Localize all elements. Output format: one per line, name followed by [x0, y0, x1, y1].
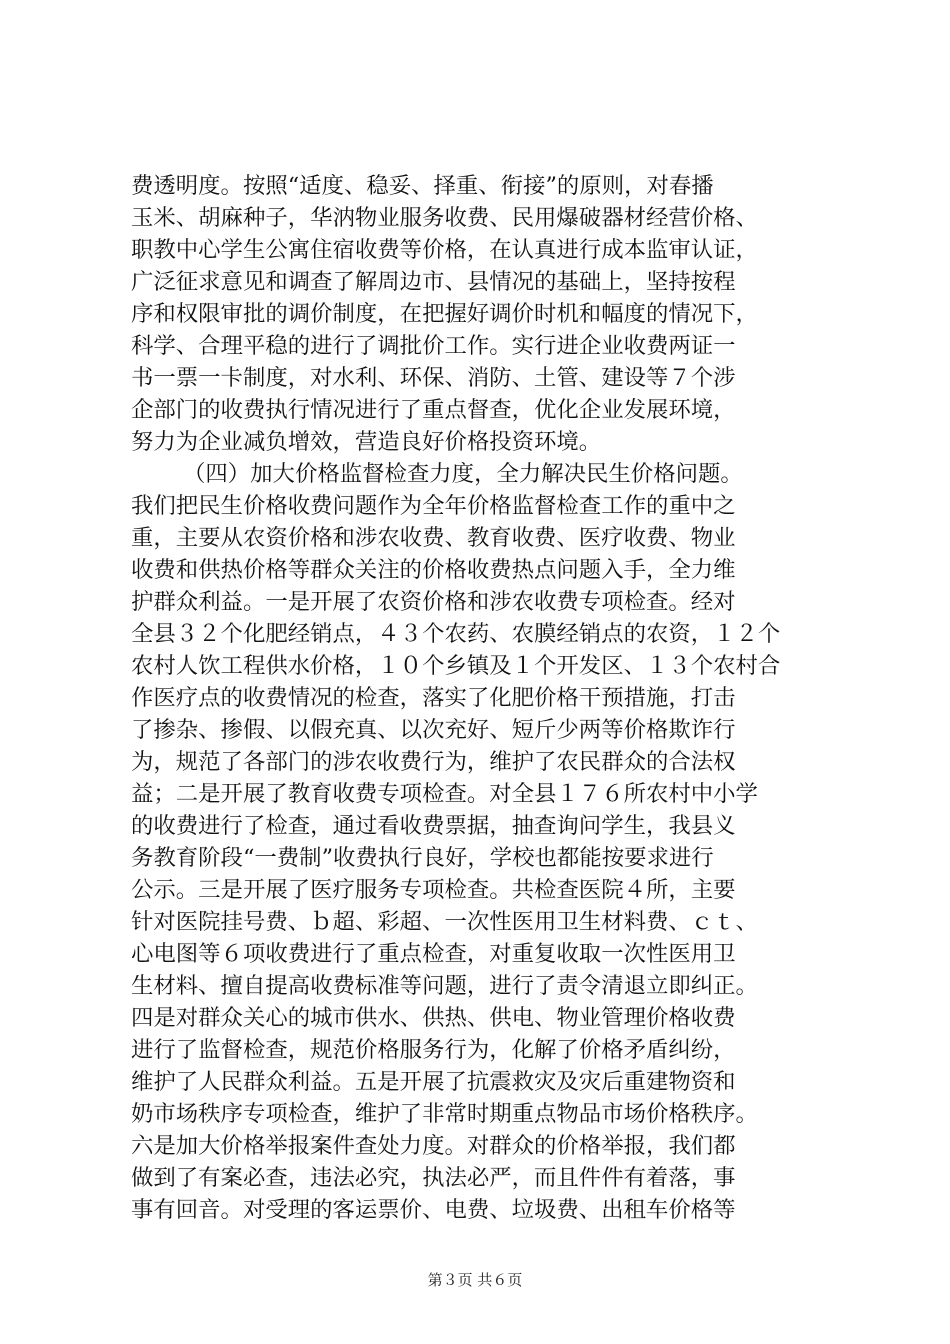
text-line: 书一票一卡制度，对水利、环保、消防、土管、建设等７个涉 — [131, 365, 736, 391]
text-line: 进行了监督检查，规范价格服务行为，化解了价格矛盾纠纷， — [131, 1037, 736, 1063]
text-line: 重，主要从农资价格和涉农收费、教育收费、医疗收费、物业 — [131, 525, 736, 551]
page-number-footer: 第３页 共６页 — [427, 1271, 523, 1289]
text-line: 农村人饮工程供水价格，１０个乡镇及１个开发区、１３个农村合 — [131, 653, 781, 679]
text-line: 六是加大价格举报案件查处力度。对群众的价格举报，我们都 — [131, 1133, 736, 1159]
section-heading-line: （四）加大价格监督检查力度，全力解决民生价格问题。 — [183, 461, 743, 487]
text-line: 做到了有案必查，违法必究，执法必严，而且件件有着落，事 — [131, 1165, 736, 1191]
text-line: 作医疗点的收费情况的检查，落实了化肥价格干预措施，打击 — [131, 685, 736, 711]
text-line: 全县３２个化肥经销点，４３个农药、农膜经销点的农资，１２个 — [131, 621, 781, 647]
text-line: 了掺杂、掺假、以假充真、以次充好、短斤少两等价格欺诈行 — [131, 717, 736, 743]
text-line: 玉米、胡麻种子，华汭物业服务收费、民用爆破器材经营价格、 — [131, 205, 758, 231]
text-line: 努力为企业减负增效，营造良好价格投资环境。 — [131, 429, 602, 455]
text-line: 收费和供热价格等群众关注的价格收费热点问题入手，全力维 — [131, 557, 736, 583]
text-line: 务教育阶段“一费制”收费执行良好，学校也都能按要求进行 — [131, 845, 714, 871]
text-line: 益；二是开展了教育收费专项检查。对全县１７６所农村中小学 — [131, 781, 758, 807]
text-line: 事有回音。对受理的客运票价、电费、垃圾费、出租车价格等 — [131, 1197, 736, 1223]
text-line: 为，规范了各部门的涉农收费行为，维护了农民群众的合法权 — [131, 749, 736, 775]
text-line: 我们把民生价格收费问题作为全年价格监督检查工作的重中之 — [131, 493, 736, 519]
text-line: 心电图等６项收费进行了重点检查，对重复收取一次性医用卫 — [131, 941, 736, 967]
text-line: 针对医院挂号费、ｂ超、彩超、一次性医用卫生材料费、ｃｔ、 — [131, 909, 758, 935]
text-line: 的收费进行了检查，通过看收费票据，抽查询问学生，我县义 — [131, 813, 736, 839]
text-line: 维护了人民群众利益。五是开展了抗震救灾及灾后重建物资和 — [131, 1069, 736, 1095]
text-line: 企部门的收费执行情况进行了重点督查，优化企业发展环境， — [131, 397, 736, 423]
text-line: 序和权限审批的调价制度，在把握好调价时机和幅度的情况下， — [131, 301, 758, 327]
text-line: 费透明度。按照“适度、稳妥、择重、衔接”的原则，对春播 — [131, 173, 714, 199]
text-line: 公示。三是开展了医疗服务专项检查。共检查医院４所，主要 — [131, 877, 736, 903]
text-line: 职教中心学生公寓住宿收费等价格，在认真进行成本监审认证， — [131, 237, 758, 263]
text-line: 广泛征求意见和调查了解周边市、县情况的基础上，坚持按程 — [131, 269, 736, 295]
text-line: 生材料、擅自提高收费标准等问题，进行了责令清退立即纠正。 — [131, 973, 758, 999]
body-text — [131, 170, 831, 1226]
text-line: 四是对群众关心的城市供水、供热、供电、物业管理价格收费 — [131, 1005, 736, 1031]
text-line: 奶市场秩序专项检查，维护了非常时期重点物品市场价格秩序。 — [131, 1101, 758, 1127]
text-line: 科学、合理平稳的进行了调批价工作。实行进企业收费两证一 — [131, 333, 736, 359]
text-line: 护群众利益。一是开展了农资价格和涉农收费专项检查。经对 — [131, 589, 736, 615]
